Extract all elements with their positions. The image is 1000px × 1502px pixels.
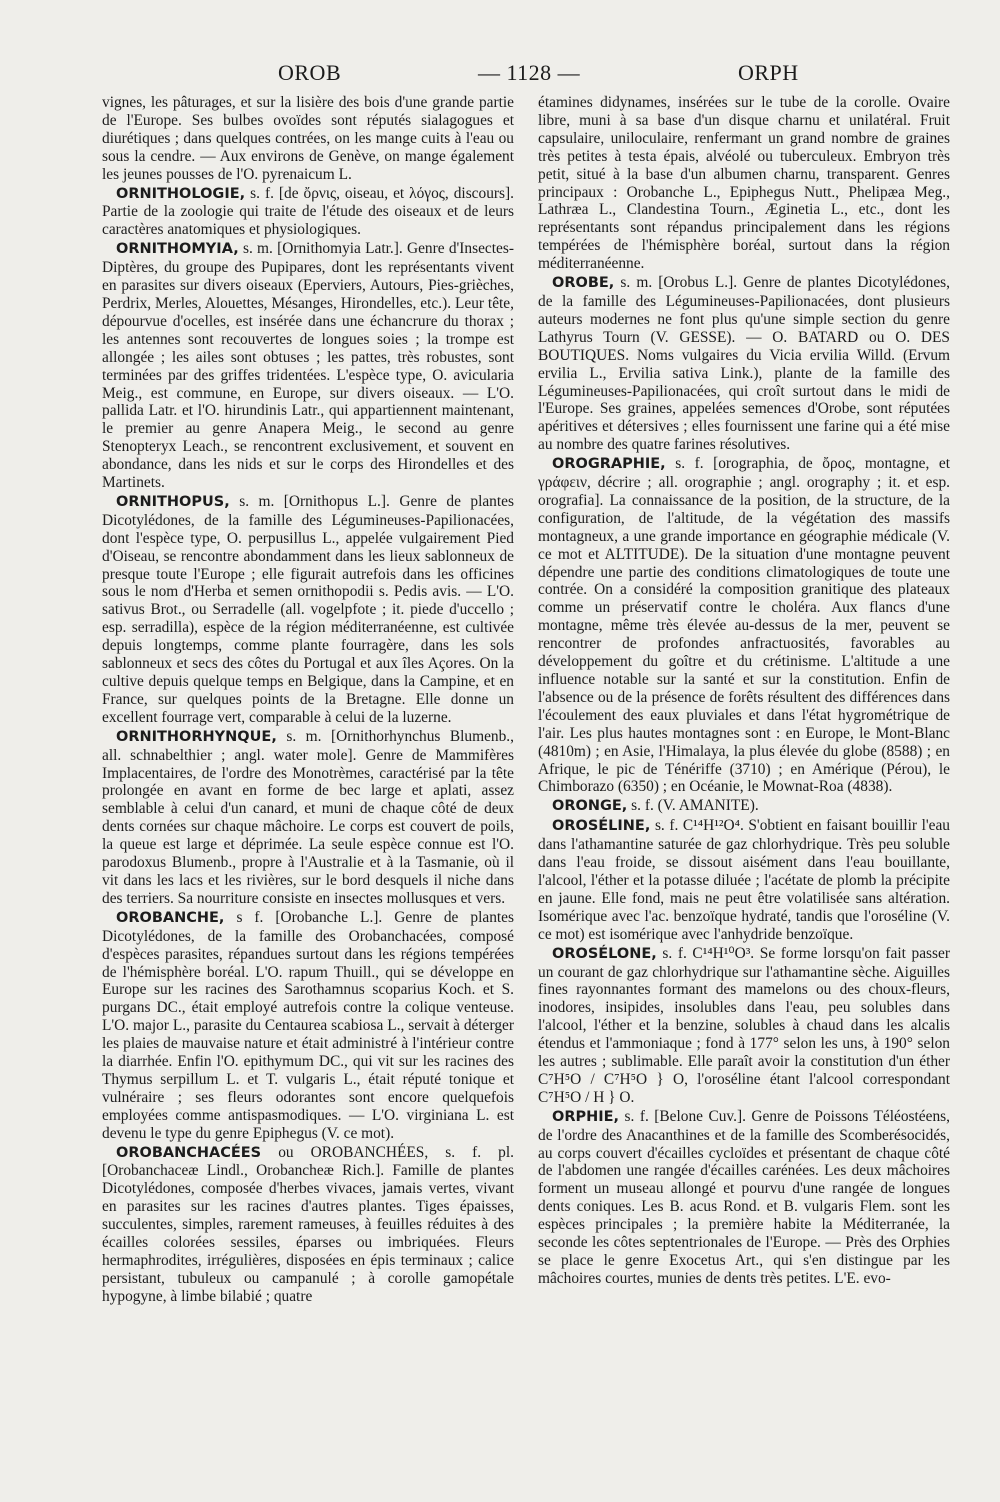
headword: OROSÉLINE, xyxy=(552,818,651,835)
header-left-word: OROB xyxy=(278,60,342,85)
entry-orobanche xyxy=(102,909,514,1143)
headword: ORNITHOPUS, xyxy=(116,493,230,510)
entry-text: s f. [Orobanche L.]. Genre de plantes Dicotylédones, de la famille des Orobanchacées, composé d'espèces parasites, répandues surtout dans les régions tempérées de l'hémisphère boréal. L'O. rapum Thuill., qui se développe en Europe sur les racines des Sarothamnus scoparius Koch. et S. purgans DC., était employé autrefois contre la colique venteuse. L'O. major L., parasite du Centaurea scabiosa L., servait à déterger les plaies de mauvaise nature et était administré à l'intérieur contre la diarrhée. Enfin l'O. epithymum DC., qui vit sur les racines des Thymus serpillum L. et T. vulgaris L., était réputé tonique et vulnéraire ; ses fleurs odorantes sont encore quelquefois employées comme antispasmodiques. — L'O. virginiana L. est devenu le type du genre Epiphegus (V. ce mot). xyxy=(102,908,514,1142)
headword: OROBE, xyxy=(552,275,615,292)
headword: OROGRAPHIE, xyxy=(552,456,666,473)
entry-text: s. m. [Orobus L.]. Genre de plantes Dicotylédones, de la famille des Légumineuses-Papilionacées, dont plusieurs auteurs modernes ne font plus qu'une simple section du genre Lathyrus Tourn (V. GESSE). — O. BATARD ou O. DES BOUTIQUES. Noms vulgaires du Vicia ervilia Willd. (Ervum ervilia L., Ervilia sativa Link.), plante de la famille des Légumineuses-Papilionacées, qui croît surtout dans le midi de l'Europe. Ses graines, appelées semences d'Orobe, sont réputées apéritives et détersives ; elles fournissent une farine qui a été mise au nombre des quatre farines résolutives. xyxy=(538,274,950,454)
entry-text: s. m. [Ornithomyia Latr.]. Genre d'Insectes-Diptères, du groupe des Pupipares, dont les représentants vivent en parasites sur divers oiseaux (Eperviers, Autours, Pies-grièches, Perdrix, Merles, Alouettes, Mésanges, Hirondelles, etc.). Leur tête, dépourvue d'ocelles, est insérée dans une échancrure du thorax ; les antennes sont recouvertes de longues soies ; la trompe est allongée ; les ailes sont obtuses ; les pattes, très robustes, sont terminées par des griffes tridentées. L'espèce type, O. avicularia Meig., est commune, en Europe, sur divers oiseaux. — L'O. pallida Latr. et l'O. hirundinis Latr., qui appartiennent maintenant, le premier au genre Anapera Meig., le second au genre Stenopteryx Leach., se rencontrent exclusivement, et souvent en abondance, dans les nids et sur le corps des Hirondelles et des Martinets. xyxy=(102,240,514,492)
entry-ornithorhynque xyxy=(102,728,514,908)
entry-ornithopus xyxy=(102,493,514,727)
entry-text: s. f. (V. AMANITE). xyxy=(631,797,759,815)
headword: ORONGE, xyxy=(552,798,628,815)
headword: ORPHIE, xyxy=(552,1108,620,1125)
headword: OROBANCHACÉES xyxy=(116,1144,262,1161)
entry-ornithomyia xyxy=(102,240,514,492)
entry-text: s. f. [de ὄρνις, oiseau, et λόγος, discours]. Partie de la zoologie qui traite de l'étude des oiseaux et de leurs caractères anatomiques et physiologiques. xyxy=(102,184,514,239)
entry-text: s. f. C¹⁴H¹⁰O³. Se forme lorsqu'on fait passer un courant de gaz chlorhydrique sur l'athamantine sèche. Aiguilles fines rayonnantes formant des mamelons ou des choux-fleurs, inodores, insipides, insolubles dans l'eau, peu solubles dans l'alcool, l'éther et la benzine, solubles à chaud dans les alcalis étendus et l'ammoniaque ; fond à 177° selon les uns, à 190° selon les autres ; sublimable. Elle paraît avoir la constitution d'un éther C⁷H⁵O / C⁷H⁵O } O, l'oroséline étant l'alcool correspondant C⁷H⁵O / H } O. xyxy=(538,944,950,1106)
headword: ORNITHOMYIA, xyxy=(116,241,239,258)
entry-text: s. f. [orographia, de ὄρος, montagne, et γράφειν, décrire ; all. orographie ; angl. orography ; it. et esp. orografia]. La connaissance de la position, de la structure, de la configuration, de l'altitude, de la végétation des massifs montagneux, a une grande importance en géographie médicale (V. ce mot et ALTITUDE). De la situation d'une montagne peuvent dépendre une partie des conditions climatologiques de toute une contrée. On a considéré la composition granitique des plateaux comme un préservatif contre le choléra. Aux flancs d'une montagne, même très élevée au-dessus de la mer, peuvent se rencontrer de profondes anfractuosités, favorables au développement du goître et du crétinisme. L'altitude a une influence notable sur la santé et sur la constitution. Enfin de l'absence ou de la présence de forêts résultent des différences dans l'écoulement des eaux pluviales et dans l'état hygrométrique de l'air. Les plus hautes montagnes sont : en Europe, le Mont-Blanc (4810m) ; en Asie, l'Himalaya, la plus élevée du globe (8588) ; en Afrique, le pic de Ténériffe (3710) ; en Amérique (Pérou), le Chimborazo (6350) ; en Océanie, le Mownat-Roa (4838). xyxy=(538,455,950,796)
headword: ORNITHORHYNQUE, xyxy=(116,728,277,745)
headword: ORNITHOLOGIE, xyxy=(116,185,246,202)
entry-text: s. f. C¹⁴H¹²O⁴. S'obtient en faisant bouillir l'eau dans l'athamantine saturée de gaz chlorhydrique. Très peu soluble dans l'eau froide, se dissout aisément dans l'eau bouillante, l'alcool, l'éther et la potasse diluée ; l'acétate de plomb la précipite en jaune. Elle fond, mais ne peut être volatilisée sans altération. Isomérique avec l'ac. benzoïque hydraté, tandis que l'oroséline (V. ce mot) est isomérique avec l'anhydride benzoïque. xyxy=(538,817,950,943)
entry-oroselone xyxy=(538,945,950,1107)
entry-text: s. f. [Belone Cuv.]. Genre de Poissons Téléostéens, de l'ordre des Anacanthines et de la famille des Scomberésocidés, au corps couvert d'écailles cycloïdes et présentant de chaque côté de l'abdomen une rangée d'écailles carénées. Les deux mâchoires forment un museau allongé et pourvu d'une rangée de longues dents coniques. Les B. acus Rond. et B. vulgaris Flem. sont les espèces principales ; la première habite la Méditerranée, la seconde les côtes septentrionales de l'Europe. — Près des Orphies se place le genre Exocetus Art., qui s'en distingue par les mâchoires courtes, munies de dents très petites. L'E. evo- xyxy=(538,1107,950,1287)
left-column xyxy=(102,94,514,1306)
headword: OROSÉLONE, xyxy=(552,945,657,962)
entry-orobanchacees xyxy=(102,1144,514,1306)
entry-text: s. m. [Ornithorhynchus Blumenb., all. schnabelthier ; angl. water mole]. Genre de Mammifères Implacentaires, de l'ordre des Monotrèmes, caractérisé par la tête prolongée en avant en forme de bec large et aplati, assez semblable à celui d'un canard, et muni de chaque côté de deux dents cornées sur chaque mâchoire. Le corps est couvert de poils, la queue est large et déprimée. La seule espèce connue est l'O. parodoxus Blumenb., propre à l'Australie et à la Tasmanie, où il vit dans les lacs et les rivières, sur le bord desquels il niche dans des terriers. Sa nourriture consiste en insectes mollusques et vers. xyxy=(102,727,514,907)
header-right-word: ORPH xyxy=(738,60,799,85)
entry-oronge xyxy=(538,797,950,816)
entry-ornithologie xyxy=(102,185,514,240)
running-head xyxy=(100,60,960,90)
entry-orphie xyxy=(538,1108,950,1288)
entry-continuation xyxy=(538,94,950,273)
entry-continuation xyxy=(102,94,514,184)
entry-text: s. m. [Ornithopus L.]. Genre de plantes Dicotylédones, de la famille des Légumineuses-Papilionacées, dont l'espèce type, O. perpusillus L., appelée vulgairement Pied d'Oiseau, se rencontre abondamment dans les lieux sablonneux de presque toute l'Europe ; elle figurait autrefois dans les officines sous le nom d'Herba et semen ornithopodii s. Pedis avis. — L'O. sativus Brot., ou Serradelle (all. vogelpfote ; it. piede d'uccello ; esp. serradilla), espèce de la région méditerranéenne, est cultivée depuis longtemps, comme plante fourragère, dans les sols sablonneux et secs des côtes du Portugal et aux îles Açores. On la cultive depuis quelque temps en Belgique, dans la Campine, et en France, sur quelques points de la Bretagne. Elle donne un excellent fourrage vert, comparable à celui de la luzerne. xyxy=(102,492,514,726)
entry-orographie xyxy=(538,455,950,796)
entry-text: vignes, les pâturages, et sur la lisière des bois d'une grande partie de l'Europe. Ses bulbes ovoïdes sont réputés sialagogues et diurétiques ; dans quelques contrées, on les mange cuits à l'eau ou sous la cendre. — Aux environs de Genève, on mange également les jeunes pousses de l'O. pyrenaicum L. xyxy=(102,94,514,183)
entry-text: ou OROBANCHÉES, s. f. pl. [Orobanchaceæ Lindl., Orobancheæ Rich.]. Famille de plantes Dicotylédones, composée d'herbes vivaces, jamais vertes, vivant en parasites sur les racines d'autres plantes. Tiges épaisses, succulentes, simples, rarement rameuses, à feuilles réduites à des écailles colorées sessiles, éparses ou imbriquées. Fleurs hermaphrodites, irrégulières, disposées en épis terminaux ; calice persistant, tubuleux ou campanulé ; à corolle gamopétale hypogyne, à limbe bilabié ; quatre xyxy=(102,1143,514,1305)
entry-orobe xyxy=(538,274,950,454)
entry-text: étamines didynames, insérées sur le tube de la corolle. Ovaire libre, muni à sa base d'un disque charnu et unilatéral. Fruit capsulaire, uniloculaire, renfermant un grand nombre de graines très petites à testa épais, alvéolé ou tuberculeux. Embryon très petit, situé à la base d'un albumen charnu, transparent. Genres principaux : Orobanche L., Epiphegus Nutt., Phelipæa Meg., Lathræa L., Clandestina Tourn., Æginetia L., etc., dont les représentants sont répandus principalement dans les régions tempérées de l'hémisphère boréal, surtout dans la région méditerranéenne. xyxy=(538,94,950,273)
page-number: — 1128 — xyxy=(478,60,581,85)
entry-oroseline xyxy=(538,817,950,943)
right-column xyxy=(538,94,950,1288)
headword: OROBANCHE, xyxy=(116,909,225,926)
